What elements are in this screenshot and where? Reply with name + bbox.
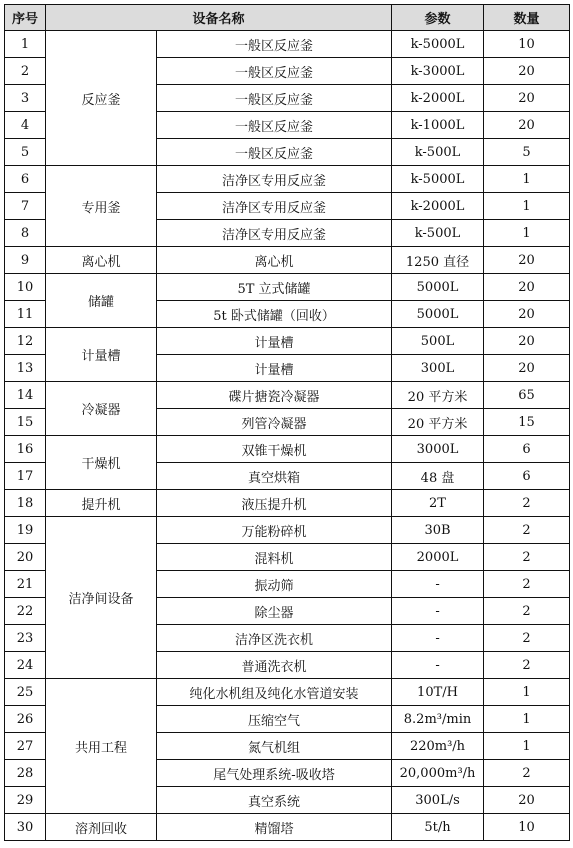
row-number-cell: 19 (5, 517, 46, 544)
equipment-name-cell: 万能粉碎机 (157, 517, 392, 544)
row-number-cell: 2 (5, 58, 46, 85)
row-number-cell: 14 (5, 382, 46, 409)
quantity-cell: 2 (484, 571, 570, 598)
quantity-cell: 2 (484, 517, 570, 544)
category-cell: 共用工程 (46, 679, 157, 814)
equipment-name-cell: 一般区反应釜 (157, 58, 392, 85)
equipment-name-cell: 离心机 (157, 247, 392, 274)
table-row (5, 166, 570, 193)
parameter-cell: k-5000L (392, 166, 484, 193)
quantity-cell: 2 (484, 760, 570, 787)
quantity-cell: 1 (484, 193, 570, 220)
equipment-name-cell: 洁净区专用反应釜 (157, 193, 392, 220)
equipment-name-cell: 双锥干燥机 (157, 436, 392, 463)
category-cell: 计量槽 (46, 328, 157, 382)
row-number-cell: 8 (5, 220, 46, 247)
parameter-cell: 300L (392, 355, 484, 382)
row-number-cell: 30 (5, 814, 46, 841)
equipment-name-cell: 振动筛 (157, 571, 392, 598)
parameter-cell: - (392, 598, 484, 625)
quantity-cell: 2 (484, 598, 570, 625)
quantity-cell: 2 (484, 625, 570, 652)
parameter-cell: 20 平方米 (392, 409, 484, 436)
row-number-cell: 29 (5, 787, 46, 814)
table-row (5, 274, 570, 301)
parameter-cell: 5t/h (392, 814, 484, 841)
row-number-cell: 18 (5, 490, 46, 517)
parameter-cell: 220m³/h (392, 733, 484, 760)
parameter-cell: k-500L (392, 139, 484, 166)
category-cell: 提升机 (46, 490, 157, 517)
equipment-name-cell: 一般区反应釜 (157, 139, 392, 166)
row-number-cell: 22 (5, 598, 46, 625)
parameter-cell: 20 平方米 (392, 382, 484, 409)
category-cell: 干燥机 (46, 436, 157, 490)
header-equipment-name: 设备名称 (46, 5, 392, 31)
parameter-cell: 300L/s (392, 787, 484, 814)
parameter-cell: 2000L (392, 544, 484, 571)
quantity-cell: 15 (484, 409, 570, 436)
row-number-cell: 11 (5, 301, 46, 328)
parameter-cell: 3000L (392, 436, 484, 463)
row-number-cell: 7 (5, 193, 46, 220)
category-cell: 溶剂回收 (46, 814, 157, 841)
parameter-cell: 500L (392, 328, 484, 355)
row-number-cell: 17 (5, 463, 46, 490)
quantity-cell: 20 (484, 301, 570, 328)
table-row (5, 382, 570, 409)
table-row (5, 517, 570, 544)
equipment-name-cell: 计量槽 (157, 355, 392, 382)
row-number-cell: 10 (5, 274, 46, 301)
category-cell: 专用釜 (46, 166, 157, 247)
equipment-name-cell: 一般区反应釜 (157, 85, 392, 112)
quantity-cell: 20 (484, 112, 570, 139)
row-number-cell: 21 (5, 571, 46, 598)
quantity-cell: 20 (484, 247, 570, 274)
equipment-name-cell: 一般区反应釜 (157, 31, 392, 58)
quantity-cell: 6 (484, 463, 570, 490)
equipment-name-cell: 列管冷凝器 (157, 409, 392, 436)
quantity-cell: 65 (484, 382, 570, 409)
header-no: 序号 (5, 5, 46, 31)
parameter-cell: - (392, 625, 484, 652)
parameter-cell: k-5000L (392, 31, 484, 58)
quantity-cell: 20 (484, 274, 570, 301)
row-number-cell: 28 (5, 760, 46, 787)
parameter-cell: k-500L (392, 220, 484, 247)
table-row (5, 814, 570, 841)
equipment-name-cell: 混料机 (157, 544, 392, 571)
quantity-cell: 1 (484, 733, 570, 760)
table-row (5, 436, 570, 463)
equipment-name-cell: 一般区反应釜 (157, 112, 392, 139)
parameter-cell: - (392, 571, 484, 598)
equipment-name-cell: 除尘器 (157, 598, 392, 625)
category-cell: 洁净间设备 (46, 517, 157, 679)
row-number-cell: 27 (5, 733, 46, 760)
category-cell: 离心机 (46, 247, 157, 274)
category-cell: 反应釜 (46, 31, 157, 166)
parameter-cell: 1250 直径 (392, 247, 484, 274)
parameter-cell: 2T (392, 490, 484, 517)
parameter-cell: k-2000L (392, 85, 484, 112)
equipment-name-cell: 真空系统 (157, 787, 392, 814)
quantity-cell: 20 (484, 328, 570, 355)
quantity-cell: 1 (484, 679, 570, 706)
table-row (5, 490, 570, 517)
table-body (5, 31, 570, 841)
parameter-cell: 30B (392, 517, 484, 544)
parameter-cell: k-3000L (392, 58, 484, 85)
table-header (5, 5, 570, 31)
row-number-cell: 4 (5, 112, 46, 139)
quantity-cell: 10 (484, 31, 570, 58)
row-number-cell: 3 (5, 85, 46, 112)
quantity-cell: 10 (484, 814, 570, 841)
equipment-name-cell: 液压提升机 (157, 490, 392, 517)
quantity-cell: 2 (484, 652, 570, 679)
row-number-cell: 15 (5, 409, 46, 436)
header-row (5, 5, 570, 31)
parameter-cell: 5000L (392, 301, 484, 328)
equipment-name-cell: 纯化水机组及纯化水管道安装 (157, 679, 392, 706)
category-cell: 冷凝器 (46, 382, 157, 436)
parameter-cell: 10T/H (392, 679, 484, 706)
category-cell: 储罐 (46, 274, 157, 328)
parameter-cell: 20,000m³/h (392, 760, 484, 787)
row-number-cell: 13 (5, 355, 46, 382)
parameter-cell: 5000L (392, 274, 484, 301)
parameter-cell: k-2000L (392, 193, 484, 220)
equipment-name-cell: 普通洗衣机 (157, 652, 392, 679)
header-quantity: 数量 (484, 5, 570, 31)
row-number-cell: 24 (5, 652, 46, 679)
equipment-name-cell: 精馏塔 (157, 814, 392, 841)
row-number-cell: 20 (5, 544, 46, 571)
equipment-table (4, 4, 570, 841)
quantity-cell: 1 (484, 706, 570, 733)
table-row (5, 679, 570, 706)
parameter-cell: k-1000L (392, 112, 484, 139)
quantity-cell: 1 (484, 166, 570, 193)
row-number-cell: 6 (5, 166, 46, 193)
equipment-name-cell: 5t 卧式储罐（回收） (157, 301, 392, 328)
equipment-name-cell: 尾气处理系统-吸收塔 (157, 760, 392, 787)
quantity-cell: 20 (484, 787, 570, 814)
row-number-cell: 12 (5, 328, 46, 355)
row-number-cell: 26 (5, 706, 46, 733)
row-number-cell: 25 (5, 679, 46, 706)
parameter-cell: - (392, 652, 484, 679)
quantity-cell: 20 (484, 58, 570, 85)
row-number-cell: 16 (5, 436, 46, 463)
quantity-cell: 20 (484, 355, 570, 382)
row-number-cell: 5 (5, 139, 46, 166)
table-row (5, 247, 570, 274)
equipment-name-cell: 真空烘箱 (157, 463, 392, 490)
equipment-name-cell: 洁净区专用反应釜 (157, 220, 392, 247)
quantity-cell: 5 (484, 139, 570, 166)
quantity-cell: 2 (484, 544, 570, 571)
quantity-cell: 2 (484, 490, 570, 517)
quantity-cell: 20 (484, 85, 570, 112)
table-row (5, 328, 570, 355)
equipment-name-cell: 计量槽 (157, 328, 392, 355)
row-number-cell: 9 (5, 247, 46, 274)
equipment-name-cell: 洁净区专用反应釜 (157, 166, 392, 193)
row-number-cell: 1 (5, 31, 46, 58)
equipment-name-cell: 氮气机组 (157, 733, 392, 760)
equipment-name-cell: 5T 立式储罐 (157, 274, 392, 301)
equipment-name-cell: 洁净区洗衣机 (157, 625, 392, 652)
parameter-cell: 48 盘 (392, 463, 484, 490)
equipment-name-cell: 碟片搪瓷冷凝器 (157, 382, 392, 409)
quantity-cell: 1 (484, 220, 570, 247)
parameter-cell: 8.2m³/min (392, 706, 484, 733)
row-number-cell: 23 (5, 625, 46, 652)
equipment-name-cell: 压缩空气 (157, 706, 392, 733)
table-row (5, 31, 570, 58)
header-parameter: 参数 (392, 5, 484, 31)
quantity-cell: 6 (484, 436, 570, 463)
